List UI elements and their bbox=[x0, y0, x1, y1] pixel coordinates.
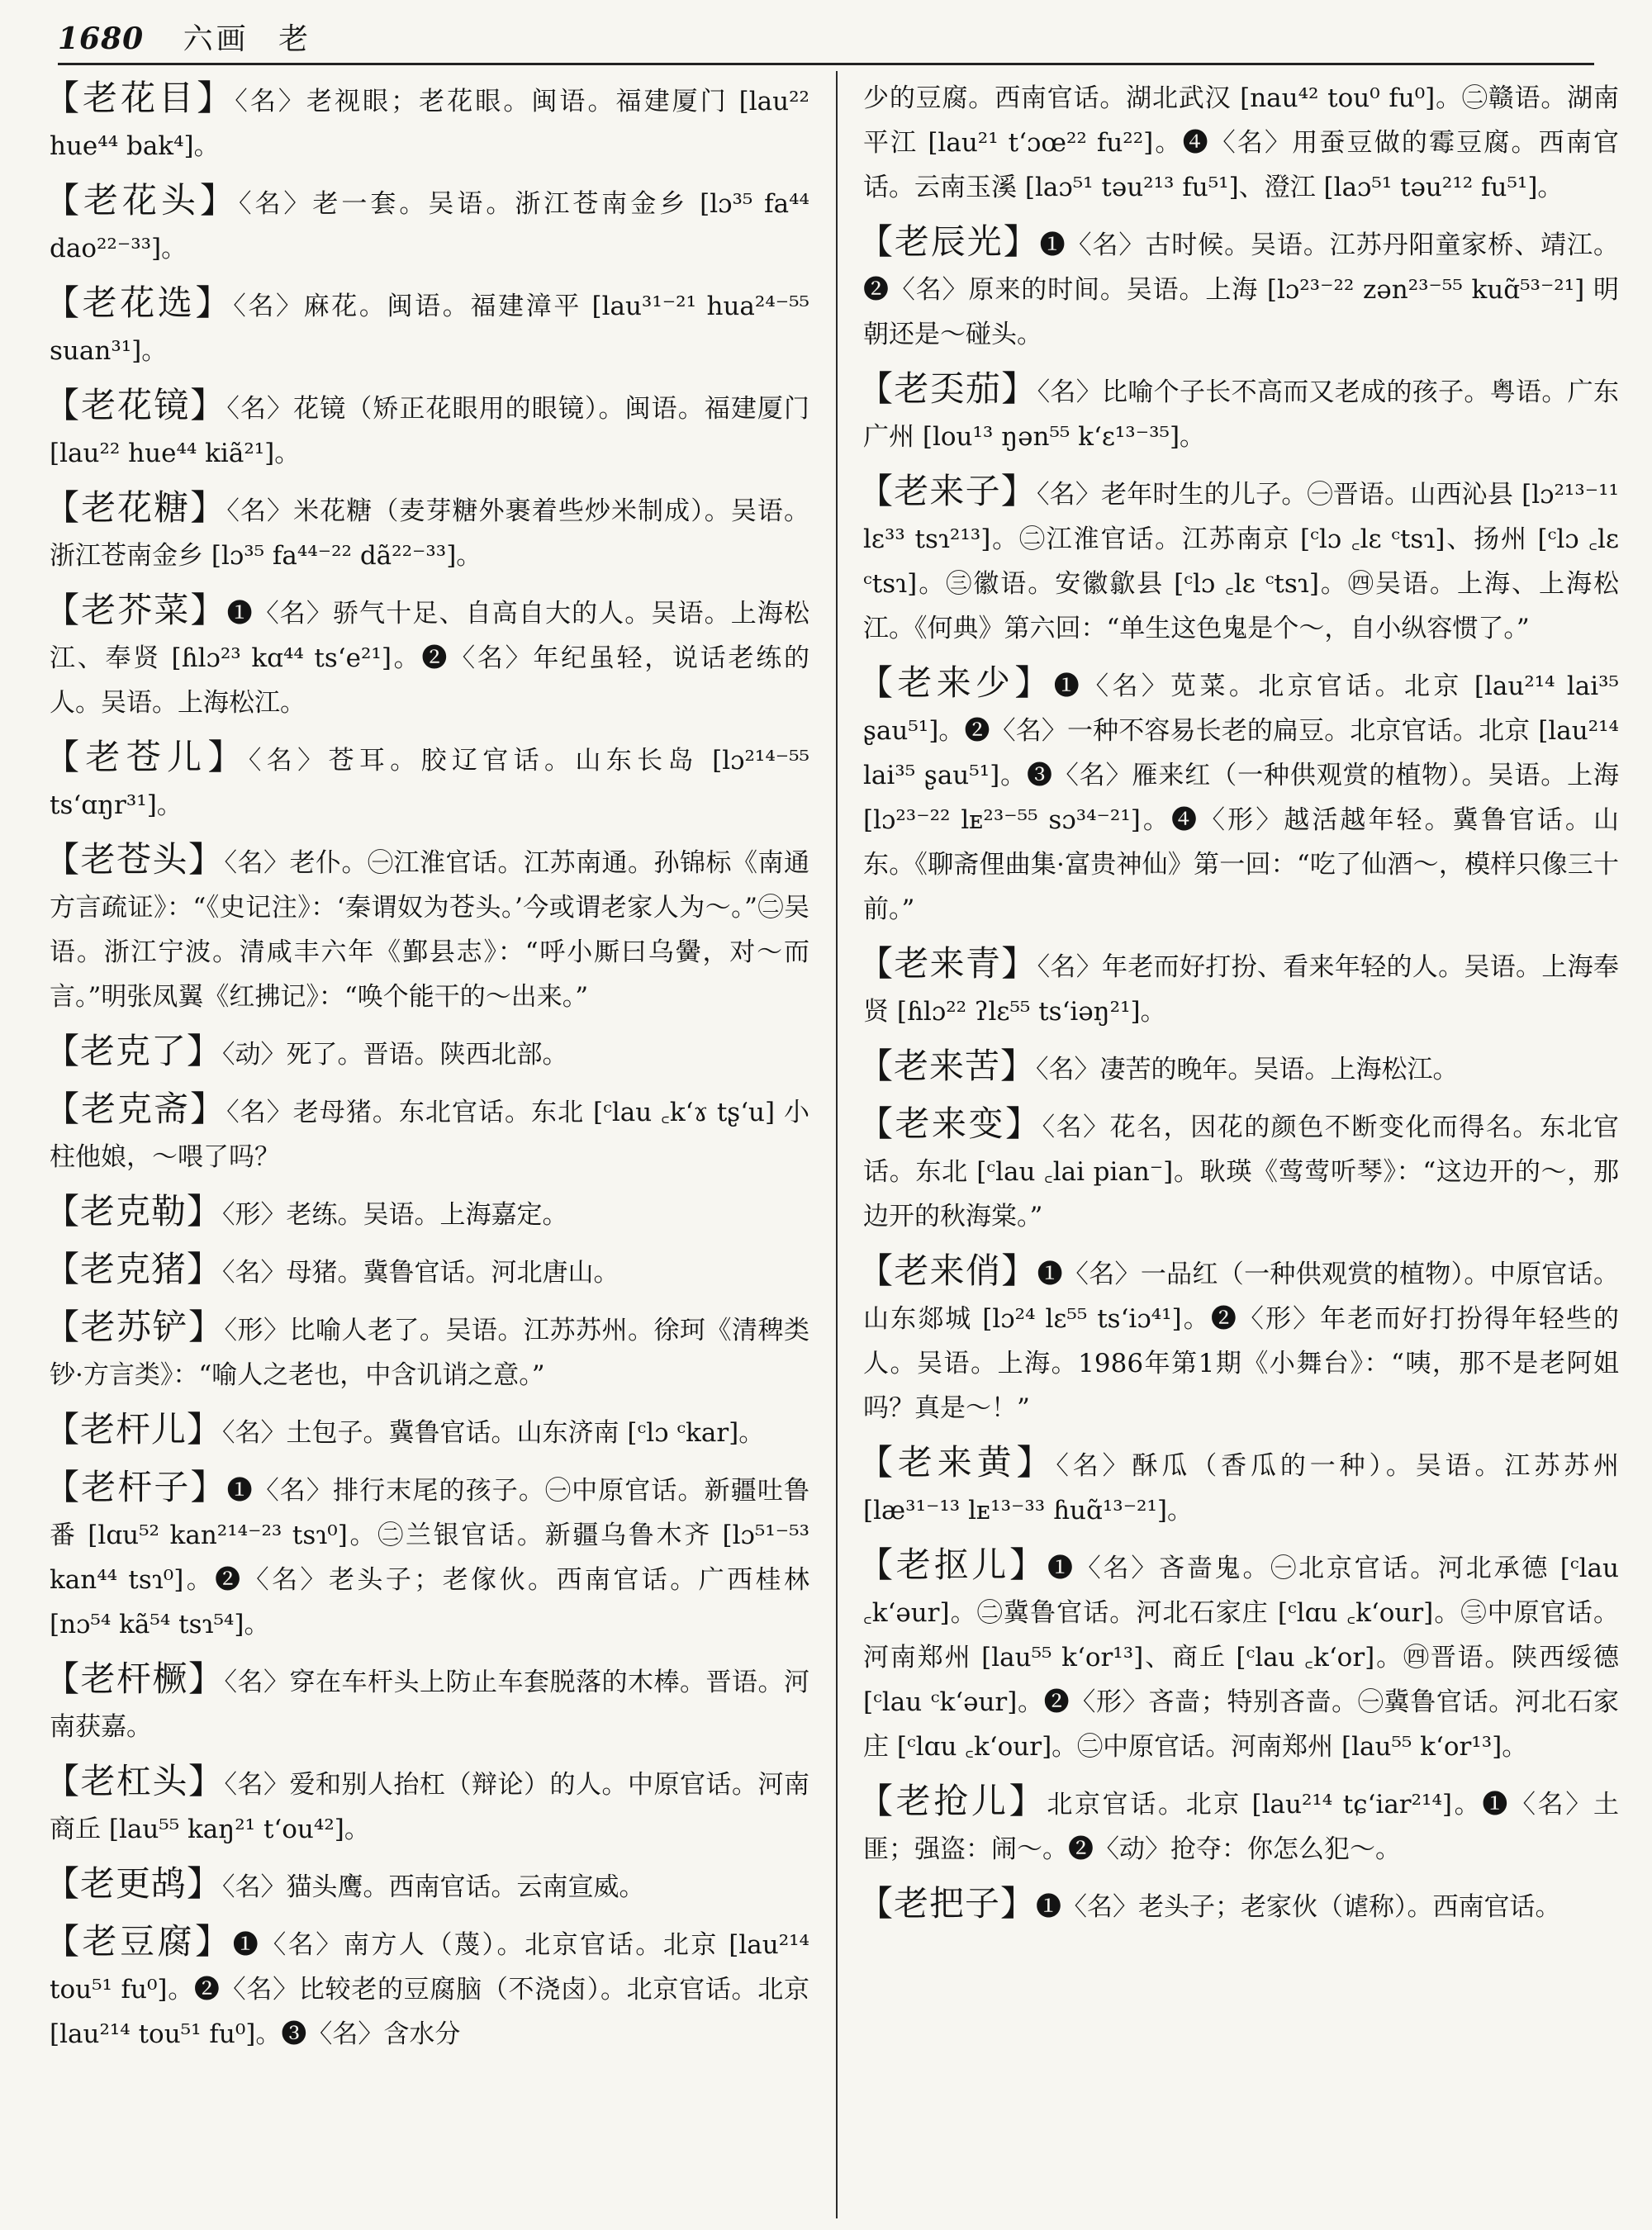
entry-headword: 【老抠儿】 bbox=[858, 1544, 1047, 1585]
section-character: 老 bbox=[278, 22, 309, 56]
dictionary-entry bbox=[45, 1407, 809, 1455]
entry-definition: ❶〈名〉古时候。吴语。江苏丹阳童家桥、靖江。❷〈名〉原来的时间。吴语。上海 [lɔ²³⁻²² zən²³⁻⁵⁵ kuɑ̃⁵³⁻²¹] 明朝还是～碰头。 bbox=[863, 230, 1619, 349]
dictionary-entry bbox=[45, 1087, 809, 1179]
entry-definition: 〈名〉猫头鹰。西南官话。云南宣威。 bbox=[222, 1872, 645, 1902]
section-label: 六画 bbox=[183, 22, 249, 56]
entry-definition: 北京官话。北京 [lau²¹⁴ tɕʻiar²¹⁴]。❶〈名〉土匪；强盗：闹～。❷〈动〉抢夺：你怎么犯～。 bbox=[863, 1790, 1619, 1864]
dictionary-entry bbox=[45, 1305, 809, 1397]
entry-headword: 【老杆橛】 bbox=[45, 1658, 225, 1699]
entry-headword: 【老花目】 bbox=[45, 78, 235, 118]
dictionary-entry bbox=[858, 1543, 1627, 1769]
dictionary-entry bbox=[858, 1779, 1619, 1872]
entry-headword: 【老花选】 bbox=[45, 282, 234, 323]
entry-headword: 【老苏铲】 bbox=[45, 1307, 225, 1347]
entry-definition: 〈名〉母猪。冀鲁官话。河北唐山。 bbox=[222, 1258, 620, 1288]
entry-headword: 【老苍头】 bbox=[45, 839, 225, 880]
page-header bbox=[58, 15, 1594, 65]
dictionary-entry bbox=[858, 1440, 1627, 1533]
entry-headword: 【老来变】 bbox=[858, 1103, 1042, 1144]
entry-definition: 〈名〉麻花。闽语。福建漳平 [lau³¹⁻²¹ hua²⁴⁻⁵⁵ suan³¹]。 bbox=[50, 292, 818, 366]
dictionary-entry bbox=[45, 1862, 809, 1910]
entry-definition: 〈名〉老仆。㊀江淮官话。江苏南通。孙锦标《南通方言疏证》：“《史记注》：‘秦谓奴为苍头。’今或谓老家人为～。”㊁吴语。浙江宁波。清咸丰六年《鄞县志》：“呼小厮曰乌黌，对～而言。”明张凤翼《红拂记》：“唤个能干的～出来。” bbox=[50, 848, 809, 1012]
entry-headword: 【老来苦】 bbox=[858, 1046, 1037, 1086]
entry-definition: ❶〈名〉一品红（一种供观赏的植物）。中原官话。山东郯城 [lɔ²⁴ lɛ⁵⁵ tsʻiɔ⁴¹]。❷〈形〉年老而好打扮得年轻些的人。吴语。上海。1986年第1期《小舞台》：“咦，那不是老阿姐吗？真是～！” bbox=[863, 1260, 1619, 1423]
dictionary-entry bbox=[45, 1657, 809, 1749]
dictionary-entry bbox=[858, 1102, 1619, 1239]
dictionary-entry bbox=[45, 486, 809, 578]
dictionary-entry bbox=[858, 469, 1627, 651]
dictionary-entry bbox=[45, 383, 818, 476]
dictionary-entry bbox=[45, 1247, 809, 1295]
entry-headword: 【老苍儿】 bbox=[45, 737, 249, 777]
dictionary-entry bbox=[858, 1249, 1619, 1431]
entry-definition: 〈名〉米花糖（麦芽糖外裹着些炒米制成）。吴语。浙江苍南金乡 [lɔ³⁵ fa⁴⁴⁻²² dã²²⁻³³]。 bbox=[50, 496, 809, 571]
dictionary-entry bbox=[858, 661, 1627, 932]
entry-headword: 【老把子】 bbox=[858, 1883, 1037, 1924]
dictionary-entry bbox=[858, 220, 1619, 357]
entry-headword: 【老花镜】 bbox=[45, 385, 227, 425]
dictionary-entry bbox=[45, 588, 809, 725]
dictionary-entry bbox=[45, 1759, 809, 1852]
dictionary-entry bbox=[858, 1044, 1619, 1092]
entry-definition: 〈名〉老视眼；老花眼。闽语。福建厦门 [lau²² hue⁴⁴ bak⁴]。 bbox=[50, 87, 818, 161]
entry-headword: 【老豆腐】 bbox=[45, 1921, 233, 1962]
entry-headword: 【老杠头】 bbox=[45, 1761, 225, 1801]
entry-definition: 少的豆腐。西南官话。湖北武汉 [nau⁴² tou⁰ fu⁰]。㊁赣语。湖南平江 [lau²¹ tʻɔœ²² fu²²]。❹〈名〉用蚕豆做的霉豆腐。西南官话。云南玉溪 [laɔ⁵¹ təu²¹³ fu⁵¹]、澄江 [laɔ⁵¹ təu²¹² fu⁵¹]。 bbox=[863, 83, 1619, 202]
entry-definition: 〈名〉年老而好打扮、看来年轻的人。吴语。上海奉贤 [ɦlɔ²² ʔlɛ⁵⁵ tsʻiəŋ²¹]。 bbox=[863, 952, 1619, 1027]
dictionary-entry bbox=[45, 281, 818, 373]
entry-definition: 〈名〉苍耳。胶辽官话。山东长岛 [lɔ²¹⁴⁻⁵⁵ tsʻɑŋr³¹]。 bbox=[50, 746, 818, 820]
entry-definition: 〈名〉土包子。冀鲁官话。山东济南 [ᶜlɔ ᶜkar]。 bbox=[222, 1418, 765, 1448]
column-divider bbox=[836, 71, 838, 2218]
entry-headword: 【老花糖】 bbox=[45, 487, 227, 528]
dictionary-entry bbox=[45, 1465, 818, 1647]
dictionary-entry bbox=[45, 76, 818, 168]
entry-definition: 〈名〉花镜（矫正花眼用的眼镜）。闽语。福建厦门 [lau²² hue⁴⁴ kiã²¹]。 bbox=[50, 394, 818, 468]
dictionary-entry bbox=[858, 942, 1619, 1034]
entry-definition: ❶〈名〉苋菜。北京官话。北京 [lau²¹⁴ lai³⁵ ʂau⁵¹]。❷〈名〉一种不容易长老的扁豆。北京官话。北京 [lau²¹⁴ lai³⁵ ʂau⁵¹]。❸〈名〉雁来红（一种供观赏的植物）。吴语。上海 [lɔ²³⁻²² lᴇ²³⁻⁵⁵ sɔ³⁴⁻²¹]。❹〈形〉越活越年轻。冀鲁官话。山东。《聊斋俚曲集·富贵神仙》第一回：“吃了仙酒～，模样只像三十前。” bbox=[863, 671, 1627, 924]
entry-definition: 〈名〉老一套。吴语。浙江苍南金乡 [lɔ³⁵ fa⁴⁴ dao²²⁻³³]。 bbox=[50, 189, 818, 263]
entry-headword: 【老来黄】 bbox=[858, 1442, 1056, 1483]
dictionary-entry bbox=[858, 367, 1619, 459]
entry-definition: 〈形〉比喻人老了。吴语。江苏苏州。徐珂《清稗类钞·方言类》：“喻人之老也，中含讥诮之意。” bbox=[50, 1316, 809, 1390]
entry-definition: 〈名〉酥瓜（香瓜的一种）。吴语。江苏苏州 [læ³¹⁻¹³ lᴇ¹³⁻³³ ɦuɑ̃¹³⁻²¹]。 bbox=[863, 1451, 1627, 1525]
entry-headword: 【老克勒】 bbox=[45, 1191, 223, 1231]
entry-headword: 【老杆子】 bbox=[45, 1467, 227, 1507]
entry-headword: 【老抢儿】 bbox=[858, 1781, 1047, 1821]
dictionary-entry bbox=[45, 1029, 809, 1077]
entry-headword: 【老芥菜】 bbox=[45, 590, 227, 630]
entry-headword: 【老更鸪】 bbox=[45, 1863, 223, 1904]
dictionary-entry bbox=[45, 735, 818, 828]
entry-headword: 【老来子】 bbox=[858, 471, 1037, 511]
entry-definition: ❶〈名〉吝啬鬼。㊀北京官话。河北承德 [ᶜlau ꜀kʻəur]。㊁冀鲁官话。河北石家庄 [ᶜlɑu ꜀kʻour]。㊂中原官话。河南郑州 [lau⁵⁵ kʻor¹³]、商丘 [ᶜlau ꜀kʻor]。㊃晋语。陕西绥德 [ᶜlau ᶜkʻəur]。❷〈形〉吝啬；特别吝啬。㊀冀鲁官话。河北石家庄 [ᶜlɑu ꜀kʻour]。㊁中原官话。河南郑州 [lau⁵⁵ kʻor¹³]。 bbox=[863, 1554, 1627, 1762]
entry-definition: ❶〈名〉南方人（蔑）。北京官话。北京 [lau²¹⁴ tou⁵¹ fu⁰]。❷〈名〉比较老的豆腐脑（不浇卤）。北京官话。北京 [lau²¹⁴ tou⁵¹ fu⁰]。❸〈名〉含水分 bbox=[50, 1930, 818, 2049]
entry-definition: 〈名〉爱和别人抬杠（辩论）的人。中原官话。河南商丘 [lau⁵⁵ kaŋ²¹ tʻou⁴²]。 bbox=[50, 1770, 809, 1844]
entry-headword: 【老杆儿】 bbox=[45, 1409, 223, 1450]
page-number: 1680 bbox=[58, 21, 145, 56]
entry-definition: 〈名〉老年时生的儿子。㊀晋语。山西沁县 [lɔ²¹³⁻¹¹ lɛ³³ tsɿ²¹³]。㊁江淮官话。江苏南京 [ᶜlɔ ꜀lɛ ᶜtsɿ]、扬州 [ᶜlɔ ꜀lɛ ᶜtsɿ]。㊂徽语。安徽歙县 [ᶜlɔ ꜀lɛ ᶜtsɿ]。㊃吴语。上海、上海松江。《何典》第六回：“单生这色鬼是个～，自小纵容惯了。” bbox=[863, 480, 1627, 643]
entry-definition: 〈名〉凄苦的晚年。吴语。上海松江。 bbox=[1036, 1055, 1459, 1084]
entry-headword: 【老克斋】 bbox=[45, 1089, 227, 1129]
dictionary-entry bbox=[45, 178, 818, 271]
entry-definition: 〈名〉老母猪。东北官话。东北 [ᶜlau ꜀kʻɤ tʂʻu] 小柱他娘，～喂了吗？ bbox=[50, 1098, 809, 1172]
entry-definition: 〈动〉死了。晋语。陕西北部。 bbox=[222, 1040, 568, 1070]
entry-definition: 〈形〉老练。吴语。上海嘉定。 bbox=[222, 1200, 568, 1230]
dictionary-entry bbox=[858, 1881, 1619, 1929]
entry-definition: ❶〈名〉排行末尾的孩子。㊀中原官话。新疆吐鲁番 [lɑu⁵² kan²¹⁴⁻²³ tsɿ⁰]。㊁兰银官话。新疆乌鲁木齐 [lɔ⁵¹⁻⁵³ kan⁴⁴ tsɿ⁰]。❷〈名〉老头子；老傢伙。西南官话。广西桂林 [nɔ⁵⁴ kã⁵⁴ tsɿ⁵⁴]。 bbox=[50, 1476, 818, 1639]
dictionary-entry bbox=[45, 1919, 818, 2057]
entry-headword: 【老克了】 bbox=[45, 1031, 223, 1071]
left-column bbox=[45, 76, 818, 2230]
entry-definition: ❶〈名〉老头子；老家伙（谑称）。西南官话。 bbox=[1036, 1892, 1561, 1922]
entry-headword: 【老来青】 bbox=[858, 943, 1037, 984]
entry-definition: 〈名〉比喻个子长不高而又老成的孩子。粤语。广东广州 [lou¹³ ŋən⁵⁵ kʻɛ¹³⁻³⁵]。 bbox=[863, 377, 1619, 452]
right-column bbox=[858, 76, 1627, 2230]
entry-headword: 【老辰光】 bbox=[858, 221, 1040, 262]
dictionary-entry bbox=[863, 76, 1619, 210]
entry-definition: ❶〈名〉骄气十足、自高自大的人。吴语。上海松江、奉贤 [ɦlɔ²³ kɑ⁴⁴ tsʻe²¹]。❷〈名〉年纪虽轻，说话老练的人。吴语。上海松江。 bbox=[50, 599, 809, 718]
dictionary-entry bbox=[45, 1189, 809, 1237]
dictionary-entry bbox=[45, 837, 809, 1019]
entry-definition: 〈名〉穿在车杆头上防止车套脱落的木棒。晋语。河南获嘉。 bbox=[50, 1668, 809, 1742]
entry-headword: 【老克猪】 bbox=[45, 1249, 223, 1289]
entry-headword: 【老花头】 bbox=[45, 180, 239, 221]
entry-headword: 【老奀茄】 bbox=[858, 368, 1037, 409]
entry-definition: 〈名〉花名，因花的颜色不断变化而得名。东北官话。东北 [ᶜlau ꜀lai pian⁻]。耿瑛《莺莺听琴》：“这边开的～，那边开的秋海棠。” bbox=[863, 1113, 1619, 1231]
entry-headword: 【老来少】 bbox=[858, 662, 1054, 703]
entry-headword: 【老来俏】 bbox=[858, 1250, 1037, 1291]
